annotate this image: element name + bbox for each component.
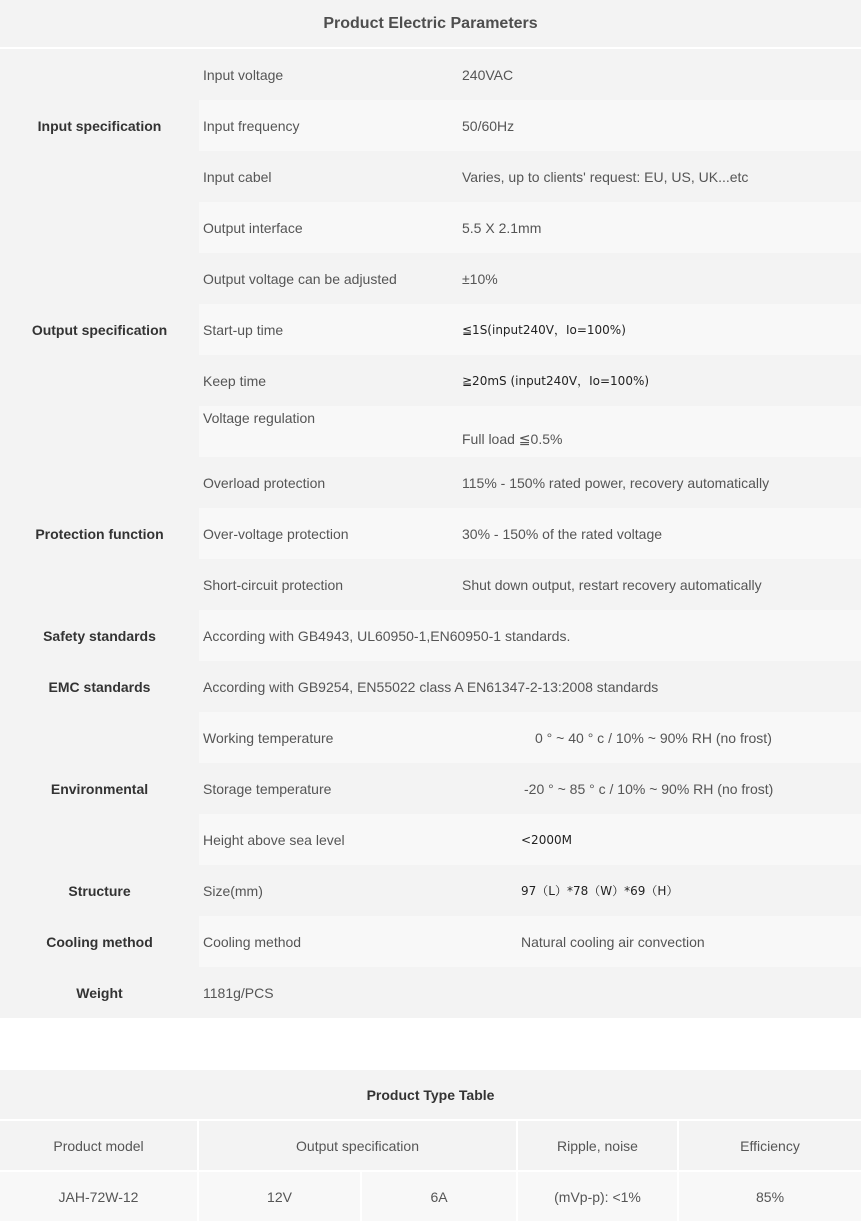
height-above-sea-label: Height above sea level (199, 814, 517, 865)
structure-group: Structure (0, 865, 199, 916)
efficiency-header: Efficiency (679, 1121, 861, 1172)
size-value: 97（L）*78（W）*69（H） (517, 865, 861, 916)
input-frequency-label: Input frequency (199, 100, 458, 151)
overload-protection-value: 115% - 150% rated power, recovery automatically (458, 457, 861, 508)
keep-time-value: ≧20mS (input240V，Io=100%) (458, 355, 861, 406)
height-above-sea-value: <2000M (517, 814, 861, 865)
storage-temperature-value: -20 ° ~ 85 ° c / 10% ~ 90% RH (no frost) (517, 763, 861, 814)
over-voltage-protection-value: 30% - 150% of the rated voltage (458, 508, 861, 559)
product-type-table (0, 1070, 861, 1223)
short-circuit-protection-label: Short-circuit protection (199, 559, 458, 610)
voltage-regulation-label: Voltage regulation (199, 406, 458, 457)
cooling-method-group: Cooling method (0, 916, 199, 967)
input-frequency-value: 50/60Hz (458, 100, 861, 151)
cooling-method-label: Cooling method (199, 916, 517, 967)
electric-parameters-title: Product Electric Parameters (0, 0, 861, 49)
input-voltage-label: Input voltage (199, 49, 458, 100)
ripple-noise-cell: (mVp-p): <1% (518, 1172, 679, 1223)
environmental-group: Environmental (0, 712, 199, 865)
weight-group: Weight (0, 967, 199, 1018)
safety-standards-value: According with GB4943, UL60950-1,EN60950-1 standards. (199, 610, 861, 661)
output-interface-value: 5.5 X 2.1mm (458, 202, 861, 253)
emc-standards-group: EMC standards (0, 661, 199, 712)
output-specification-header: Output specification (199, 1121, 518, 1172)
input-voltage-value: 240VAC (458, 49, 861, 100)
working-temperature-value: 0 ° ~ 40 ° c / 10% ~ 90% RH (no frost) (517, 712, 861, 763)
input-specification-group: Input specification (0, 49, 199, 202)
output-interface-label: Output interface (199, 202, 458, 253)
emc-standards-value: According with GB9254, EN55022 class A EN61347-2-13:2008 standards (199, 661, 861, 712)
start-up-time-label: Start-up time (199, 304, 458, 355)
ripple-noise-header: Ripple, noise (518, 1121, 679, 1172)
product-type-title: Product Type Table (0, 1070, 861, 1121)
size-label: Size(mm) (199, 865, 517, 916)
short-circuit-protection-value: Shut down output, restart recovery automatically (458, 559, 861, 610)
storage-temperature-label: Storage temperature (199, 763, 517, 814)
product-model-cell: JAH-72W-12 (0, 1172, 199, 1223)
efficiency-cell: 85% (679, 1172, 861, 1223)
input-cabel-value: Varies, up to clients' request: EU, US, UK...etc (458, 151, 861, 202)
voltage-regulation-value: Full load ≦0.5% (458, 406, 861, 457)
weight-value: 1181g/PCS (199, 967, 861, 1018)
output-voltage-cell: 12V (199, 1172, 362, 1223)
working-temperature-label: Working temperature (199, 712, 517, 763)
protection-function-group: Protection function (0, 457, 199, 610)
output-specification-group: Output specification (0, 202, 199, 457)
output-voltage-adjust-label: Output voltage can be adjusted (199, 253, 458, 304)
safety-standards-group: Safety standards (0, 610, 199, 661)
output-current-cell: 6A (362, 1172, 518, 1223)
start-up-time-value: ≦1S(input240V，Io=100%) (458, 304, 861, 355)
cooling-method-value: Natural cooling air convection (517, 916, 861, 967)
overload-protection-label: Overload protection (199, 457, 458, 508)
product-model-header: Product model (0, 1121, 199, 1172)
keep-time-label: Keep time (199, 355, 458, 406)
over-voltage-protection-label: Over-voltage protection (199, 508, 458, 559)
output-voltage-adjust-value: ±10% (458, 253, 861, 304)
input-cabel-label: Input cabel (199, 151, 458, 202)
